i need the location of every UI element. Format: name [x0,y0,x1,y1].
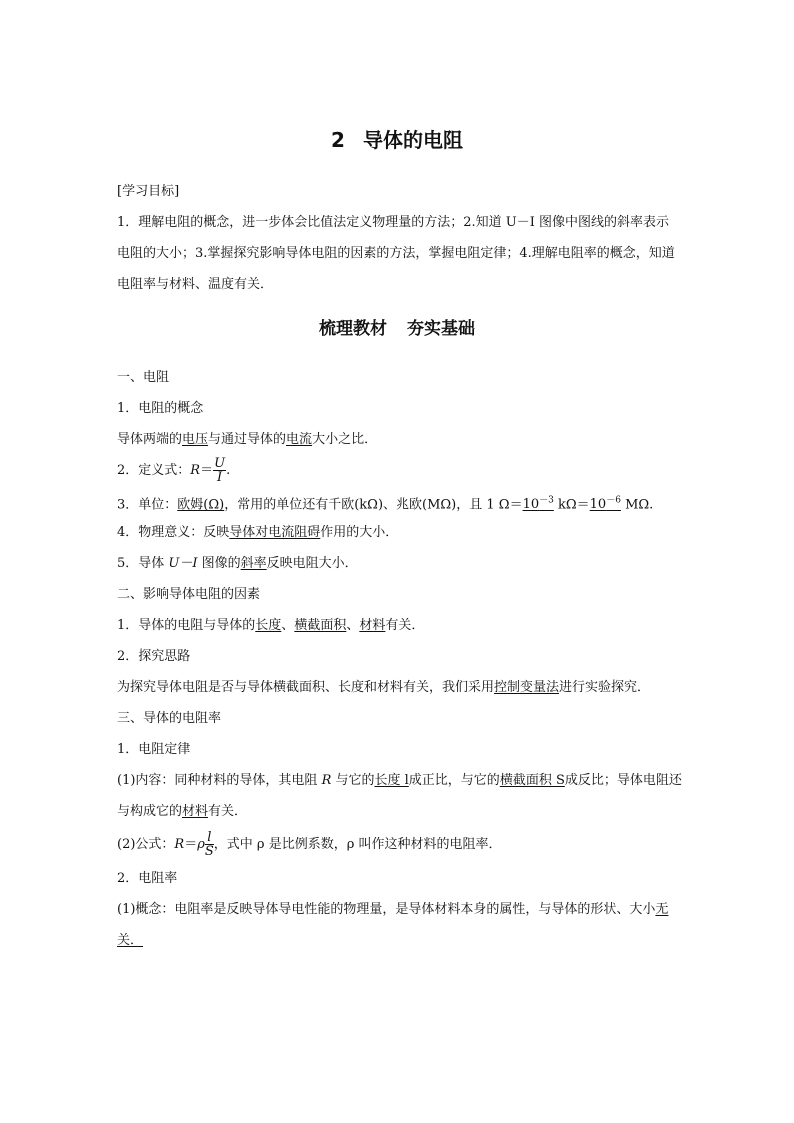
section-heading [0,314,794,339]
s1-item1-title: 1．电阻的概念 [117,401,204,416]
s3-item1-title: 1．电阻定律 [117,742,191,757]
s3-resistivity-text: (1)概念：电阻率是反映导体导电性能的物理量，是导体材料本身的属性，与导体的形状、大小无关． [117,902,669,948]
section-heading-a: 梳理教材 [319,319,387,339]
fraction-l-over-s: $\frac{l}{S}$ [204,830,214,859]
title-number: 2 [331,128,345,152]
s1-item3-units: 3．单位：欧姆(Ω)，常用的单位还有千欧(kΩ)、兆欧(MΩ)，且 1 $\Omega=10^{-3}$ $k\Omega=10^{-6}$ MΩ. [117,496,654,513]
goals-text: 1．理解电阻的概念，进一步体会比值法定义物理量的方法；2.知道 U－I 图像中图线的斜率表示电阻的大小；3.掌握探究影响导体电阻的因素的方法，掌握电阻定律；4.理解电阻率的概念，知道电阻率与材料、温度有关． [117,215,675,292]
s1-item4-meaning: 4．物理意义：反映导体对电流阻碍作用的大小． [117,525,399,540]
learning-goals [117,176,682,300]
s3-resistivity-title: 2．电阻率 [117,871,178,886]
s1-title: 一、电阻 [117,370,170,385]
s2-item1-text: 1．导体的电阻与导体的长度、横截面积、材料有关． [117,618,425,633]
s3-title: 三、导体的电阻率 [117,711,222,726]
s3-item2-formula: (2)公式：R＝ρ $\frac{l}{S}$ ，式中 ρ 是比例系数，ρ 叫作这种材料的电阻率． [117,830,502,859]
page-title [0,124,794,153]
goals-label: [学习目标] [117,184,180,199]
s1-item1-text: 导体两端的电压与通过导体的电流大小之比． [117,432,378,447]
section-heading-b: 夯实基础 [407,319,475,339]
s2-item2-title: 2．探究思路 [117,649,191,664]
fraction-u-over-i: $\frac{U}{I}$ [214,456,226,485]
s2-item2-text: 为探究导体电阻是否与导体横截面积、长度和材料有关，我们采用控制变量法进行实验探究． [117,680,651,695]
s2-title: 二、影响导体电阻的因素 [117,587,261,602]
s3-item1-text: (1)内容：同种材料的导体，其电阻 R 与它的长度 l成正比，与它的横截面积 S成反比；导体电阻还与构成它的材料有关． [117,773,682,819]
title-text: 导体的电阻 [362,128,463,152]
s1-item2-formula: 2．定义式：R＝ $\frac{U}{I}$ . [117,456,231,485]
s1-item5-slope: 5．导体 U－I 图像的斜率反映电阻大小． [117,556,358,571]
content-body [117,362,682,956]
